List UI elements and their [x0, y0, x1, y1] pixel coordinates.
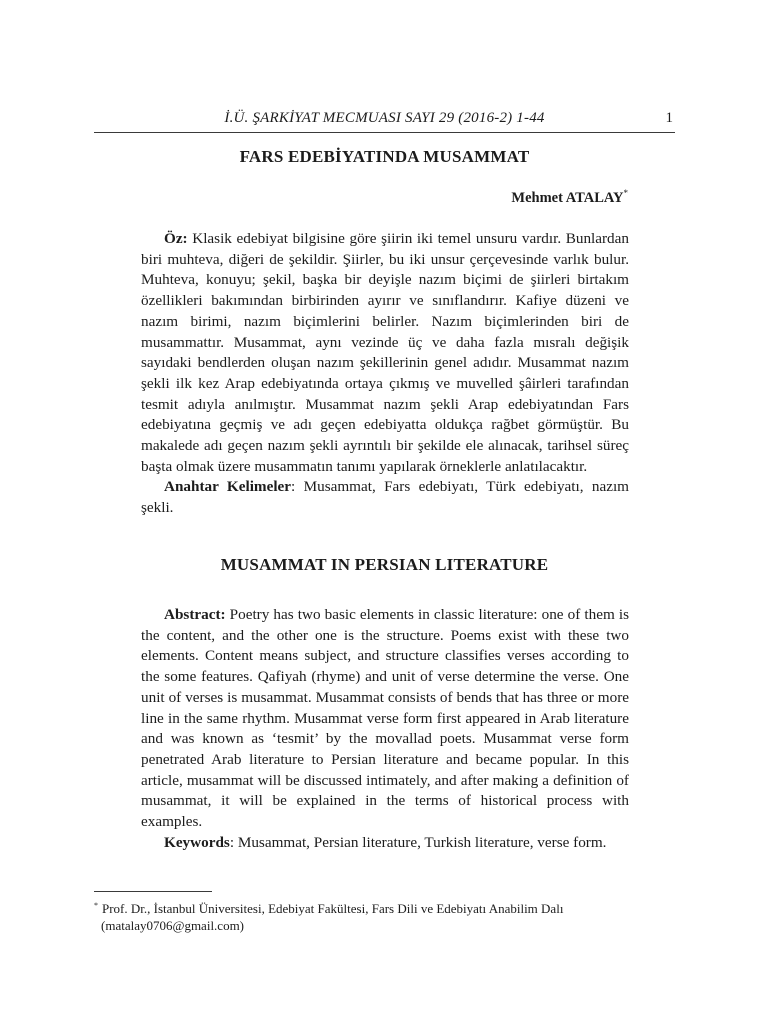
journal-title: İ.Ü. ŞARKİYAT MECMUASI SAYI 29 (2016-2) 1-44	[224, 110, 545, 126]
author-footnote-mark: *	[623, 188, 628, 198]
footnote-email: (matalay0706@gmail.com)	[101, 918, 245, 933]
oz-label: Öz:	[164, 230, 188, 247]
abstract-paragraph	[141, 605, 629, 833]
article-title-english: MUSAMMAT IN PERSIAN LITERATURE	[220, 555, 549, 574]
footnote	[94, 897, 634, 934]
abstract-text: Poetry has two basic elements in classic literature: one of them is the content, and the other one is the structure. Poems exist with these two elements. Content means subject, and structure classifies verses according to the some features. Qafiyah (rhyme) and unit of verse determine the verse. One unit of verses is musammat. Musammat consists of bends that has three or more line in the same rhythm. Musammat verse form first appeared in Arab literature and was known as ‘tesmit’ by the movallad poets. Musammat verse form penetrated Arab literature to Persian literature and became popular. In this article, musammat will be discussed intimately, and after making a definition of musammat, it will be explained in the terms of historical process with examples.	[141, 606, 629, 831]
author-name	[94, 188, 628, 207]
page-number: 1	[665, 110, 673, 126]
footnote-mark: *	[94, 901, 98, 910]
footnote-affiliation: Prof. Dr., İstanbul Üniversitesi, Edebiyat Fakültesi, Fars Dili ve Edebiyatı Anabilim Dalı	[102, 901, 564, 916]
keywords-text: : Musammat, Persian literature, Turkish literature, verse form.	[229, 833, 607, 851]
keywords-label: Keywords	[164, 833, 230, 851]
author-name-text: Mehmet ATALAY	[511, 190, 624, 206]
anahtar-kelimeler-paragraph	[141, 477, 629, 518]
turkish-abstract-section	[141, 229, 629, 519]
keywords-paragraph	[141, 833, 629, 854]
footnote-divider	[94, 891, 212, 892]
abstract-label: Abstract:	[164, 606, 226, 623]
oz-paragraph	[141, 229, 629, 477]
english-abstract-section	[141, 605, 629, 853]
anahtar-kelimeler-text: : Musammat, Fars edebiyatı, Türk edebiyatı, nazım şekli.	[141, 478, 629, 517]
footnote-affiliation-line	[94, 897, 634, 917]
oz-text: Klasik edebiyat bilgisine göre şiirin iki temel unsuru vardır. Bunlardan biri muhteva, diğeri de şekildir. Şiirler, bu iki unsur çerçevesinde varlık bulur. Muhteva, konuyu; şekil, başka bir deyişle nazım biçimi de şiirleri birtakım özellikleri bakımından birbirinden ayırır ve sınıflandırır. Kafiye düzeni ve nazım birimi, nazım biçimlerini belirler. Nazım biçimlerinden biri de musammattır. Musammat, aynı vezinde üç ve daha fazla mısralı değişik sayıdaki bendlerden oluşan nazım şekillerinin genel adıdır. Musammat nazım şekli ilk kez Arap edebiyatında ortaya çıkmış ve muvelled şâirleri tarafından tesmit adıyla anılmıştır. Musammat nazım şekli Arap edebiyatından Fars edebiyatına geçmiş ve adı geçen edebiyatta oldukça rağbet görmüştür. Bu makalede adı geçen nazım şekli ayrıntılı bir şekilde ele alınacak, tarihsel süreç başta olmak üzere musammatın tanımı yapılarak örneklerle anlatılacaktır.	[141, 230, 629, 475]
article-title-turkish: FARS EDEBİYATINDA MUSAMMAT	[239, 147, 530, 166]
anahtar-kelimeler-label: Anahtar Kelimeler	[164, 478, 292, 496]
running-header	[94, 110, 675, 133]
